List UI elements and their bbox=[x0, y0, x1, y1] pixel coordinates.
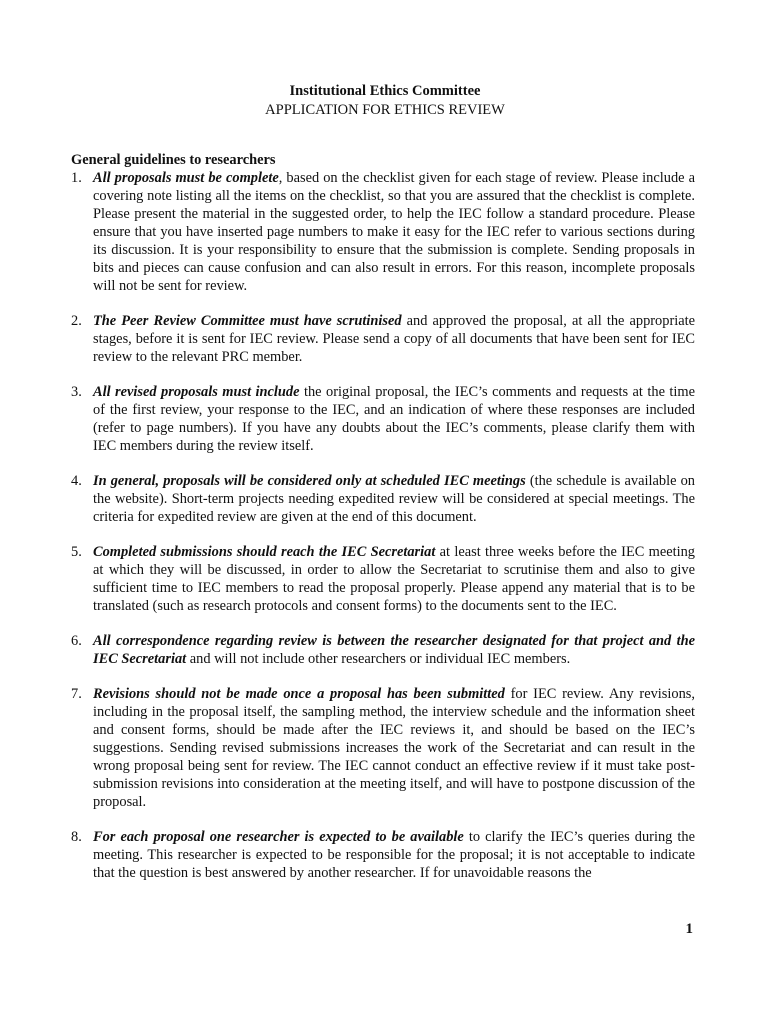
guideline-item bbox=[71, 472, 695, 526]
guideline-lead: Revisions should not be made once a proposal has been submitted bbox=[93, 686, 505, 702]
guideline-text: , based on the checklist given for each stage of review. Please include a covering note listing all the items on the checklist, so that you are assured that the checklist is complete. Please present the material in the suggested order, to help the IEC follow a standard procedure. Please ensure that you have inserted page numbers to make it easy for the IEC refer to various sections during its discussion. It is your responsibility to ensure that the submission is complete. Sending proposals in bits and pieces can cause confusion and can also result in errors. For this reason, incomplete proposals will not be sent for review. bbox=[93, 170, 695, 294]
guideline-number: 3. bbox=[71, 384, 82, 400]
document-title: Institutional Ethics Committee bbox=[289, 83, 481, 99]
guideline-item bbox=[71, 312, 695, 366]
guideline-item bbox=[71, 828, 695, 882]
guideline-item bbox=[71, 685, 695, 811]
guideline-number: 7. bbox=[71, 686, 82, 702]
document-subtitle: APPLICATION FOR ETHICS REVIEW bbox=[265, 102, 505, 118]
guideline-text: for IEC review. Any revisions, including in the proposal itself, the sampling method, the interview schedule and the information sheet and consent forms, should be made after the IEC reviews it, and should be based on the IEC’s suggestions. Sending revised submissions increases the work of the Secretariat and can result in the wrong proposal being sent for review. The IEC cannot conduct an effective review if it must take post-submission revisions into consideration at the meeting itself, and will have to postpone discussion of the proposal. bbox=[93, 686, 695, 810]
page-number: 1 bbox=[685, 921, 693, 937]
guideline-lead: All revised proposals must include bbox=[93, 384, 300, 400]
guideline-text: (the schedule is available on the website). Short-term projects needing expedited review will be considered at special meetings. The criteria for expedited review are given at the end of this document. bbox=[93, 473, 695, 525]
guideline-text: the original proposal, the IEC’s comments and requests at the time of the first review, your response to the IEC, and an indication of where these responses are included (refer to page numbers). If you have any doubts about the IEC’s comments, please clarify them with IEC members during the review itself. bbox=[93, 384, 695, 454]
guideline-number: 1. bbox=[71, 170, 82, 186]
guideline-item bbox=[71, 543, 695, 615]
guideline-text: at least three weeks before the IEC meeting at which they will be discussed, in order to allow the Secretariat to scrutinise them and also to give sufficient time to IEC members to read the proposal properly. Please append any material that is to be translated (such as research protocols and consent forms) to the documents sent to the IEC. bbox=[93, 544, 695, 614]
guideline-text: to clarify the IEC’s queries during the meeting. This researcher is expected to be responsible for the proposal; it is not acceptable to indicate that the question is best answered by another researcher. If for unavoidable reasons the bbox=[93, 829, 695, 881]
guideline-number: 8. bbox=[71, 829, 82, 845]
guideline-lead: The Peer Review Committee must have scrutinised bbox=[93, 313, 402, 329]
guideline-text: and will not include other researchers or individual IEC members. bbox=[186, 651, 571, 667]
guideline-lead: Completed submissions should reach the IEC Secretariat bbox=[93, 544, 436, 560]
guideline-number: 6. bbox=[71, 633, 82, 649]
guidelines-list bbox=[71, 169, 695, 882]
guideline-text: and approved the proposal, at all the appropriate stages, before it is sent for IEC review. Please send a copy of all documents that have been sent for IEC review to the relevant PRC member. bbox=[93, 313, 696, 365]
guideline-item bbox=[71, 632, 695, 668]
guideline-lead: For each proposal one researcher is expected to be available bbox=[93, 829, 464, 845]
guideline-number: 2. bbox=[71, 313, 82, 329]
guideline-item bbox=[71, 169, 695, 295]
section-heading: General guidelines to researchers bbox=[71, 152, 276, 168]
guideline-lead: All correspondence regarding review is between the researcher designated for that project and the IEC Secretariat bbox=[93, 633, 695, 667]
guideline-item bbox=[71, 383, 695, 455]
guideline-number: 4. bbox=[71, 473, 82, 489]
guideline-lead: All proposals must be complete bbox=[93, 170, 279, 186]
guideline-number: 5. bbox=[71, 544, 82, 560]
guideline-lead: In general, proposals will be considered only at scheduled IEC meetings bbox=[93, 473, 526, 489]
document-body bbox=[71, 151, 695, 899]
